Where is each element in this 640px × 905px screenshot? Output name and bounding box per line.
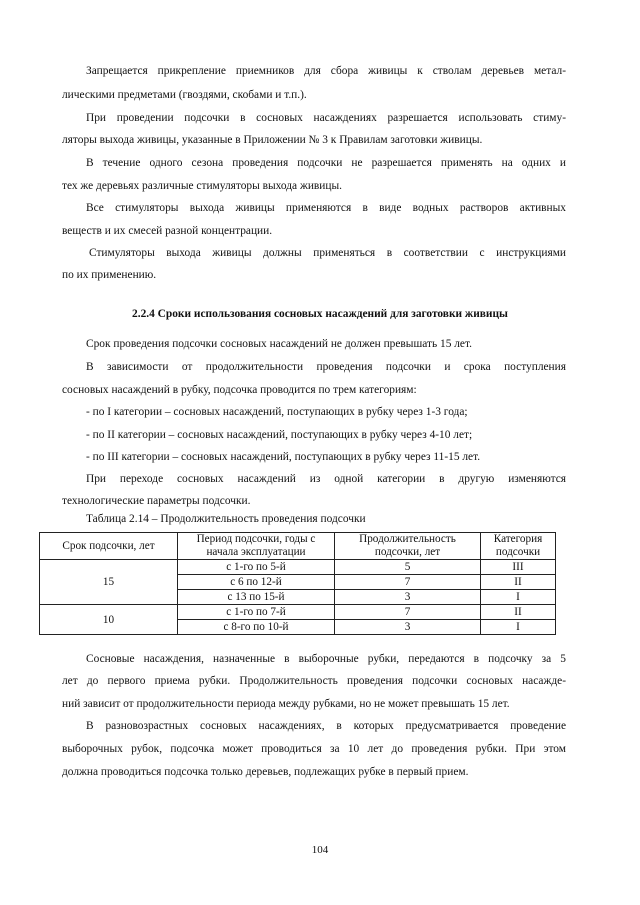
paragraph-line: лет до первого приема рубки. Продолжительность проведения подсочки сосновых насажде- [62, 675, 566, 687]
paragraph-line: Срок проведения подсочки сосновых насаждений не должен превышать 15 лет. [86, 338, 472, 350]
header-cell: Срок подсочки, лет [40, 533, 178, 560]
category-cell: III [481, 560, 556, 575]
paragraph-line: сосновых насаждений в рубку, подсочка проводится по трем категориям: [62, 384, 417, 396]
paragraph-line: ний зависит от продолжительности периода между рубками, но не может превышать 15 лет. [62, 698, 510, 710]
period-cell: с 1-го по 5-й [178, 560, 335, 575]
paragraph-line: В течение одного сезона проведения подсочки не разрешается применять на одних и [86, 157, 566, 169]
list-item: - по II категории – сосновых насаждений, поступающих в рубку через 4-10 лет; [86, 429, 473, 441]
paragraph-line: должна проводиться подсочка только деревьев, подлежащих рубке в первый прием. [62, 766, 469, 778]
header-cell: Категория подсочки [481, 533, 556, 560]
paragraph-line: ляторы выхода живицы, указанные в Приложении № 3 к Правилам заготовки живицы. [62, 134, 483, 146]
period-cell: с 6 по 12-й [178, 575, 335, 590]
category-cell: II [481, 575, 556, 590]
paragraph-line: В зависимости от продолжительности проведения подсочки и срока поступления [86, 361, 566, 373]
table-caption: Таблица 2.14 – Продолжительность проведения подсочки [86, 513, 366, 525]
term-cell: 10 [40, 605, 178, 635]
subtapping-duration-table [39, 532, 556, 635]
paragraph-line: веществ и их смесей разной концентрации. [62, 225, 273, 237]
page-number: 104 [311, 844, 329, 856]
paragraph-line: Стимуляторы выхода живицы должны применяться в соответствии с инструкциями [89, 247, 566, 259]
duration-cell: 7 [335, 575, 481, 590]
term-cell: 15 [40, 560, 178, 605]
paragraph-line: В разновозрастных сосновых насаждениях, в которых предусматривается проведение [86, 720, 566, 732]
header-cell: Продолжительность подсочки, лет [335, 533, 481, 560]
paragraph-line: При переходе сосновых насаждений из одной категории в другую изменяются [86, 473, 566, 485]
duration-cell: 5 [335, 560, 481, 575]
table-row [40, 605, 556, 620]
list-item: - по I категории – сосновых насаждений, поступающих в рубку через 1-3 года; [86, 406, 468, 418]
duration-cell: 3 [335, 590, 481, 605]
header-cell: Период подсочки, годы с начала эксплуатации [178, 533, 335, 560]
table-row [40, 560, 556, 575]
paragraph-line: тех же деревьях различные стимуляторы выхода живицы. [62, 180, 342, 192]
paragraph-line: лическими предметами (гвоздями, скобами и т.п.). [62, 89, 307, 101]
table-header-row [40, 533, 556, 560]
paragraph-line: Все стимуляторы выхода живицы применяются в виде водных растворов активных [86, 202, 566, 214]
list-item: - по III категории – сосновых насаждений, поступающих в рубку через 11-15 лет. [86, 451, 481, 463]
paragraph-line: Запрещается прикрепление приемников для сбора живицы к стволам деревьев метал- [86, 65, 566, 77]
duration-cell: 7 [335, 605, 481, 620]
paragraph-line: технологические параметры подсочки. [62, 495, 251, 507]
category-cell: I [481, 620, 556, 635]
category-cell: II [481, 605, 556, 620]
paragraph-line: по их применению. [62, 269, 157, 281]
paragraph-line: При проведении подсочки в сосновых насаждениях разрешается использовать стиму- [86, 112, 566, 124]
section-heading: 2.2.4 Сроки использования сосновых насаждений для заготовки живицы [132, 308, 508, 320]
category-cell: I [481, 590, 556, 605]
paragraph-line: Сосновые насаждения, назначенные в выборочные рубки, передаются в подсочку за 5 [86, 653, 566, 665]
duration-cell: 3 [335, 620, 481, 635]
paragraph-line: выборочных рубок, подсочка может проводиться за 10 лет до проведения рубки. При этом [62, 743, 566, 755]
period-cell: с 8-го по 10-й [178, 620, 335, 635]
period-cell: с 1-го по 7-й [178, 605, 335, 620]
period-cell: с 13 по 15-й [178, 590, 335, 605]
